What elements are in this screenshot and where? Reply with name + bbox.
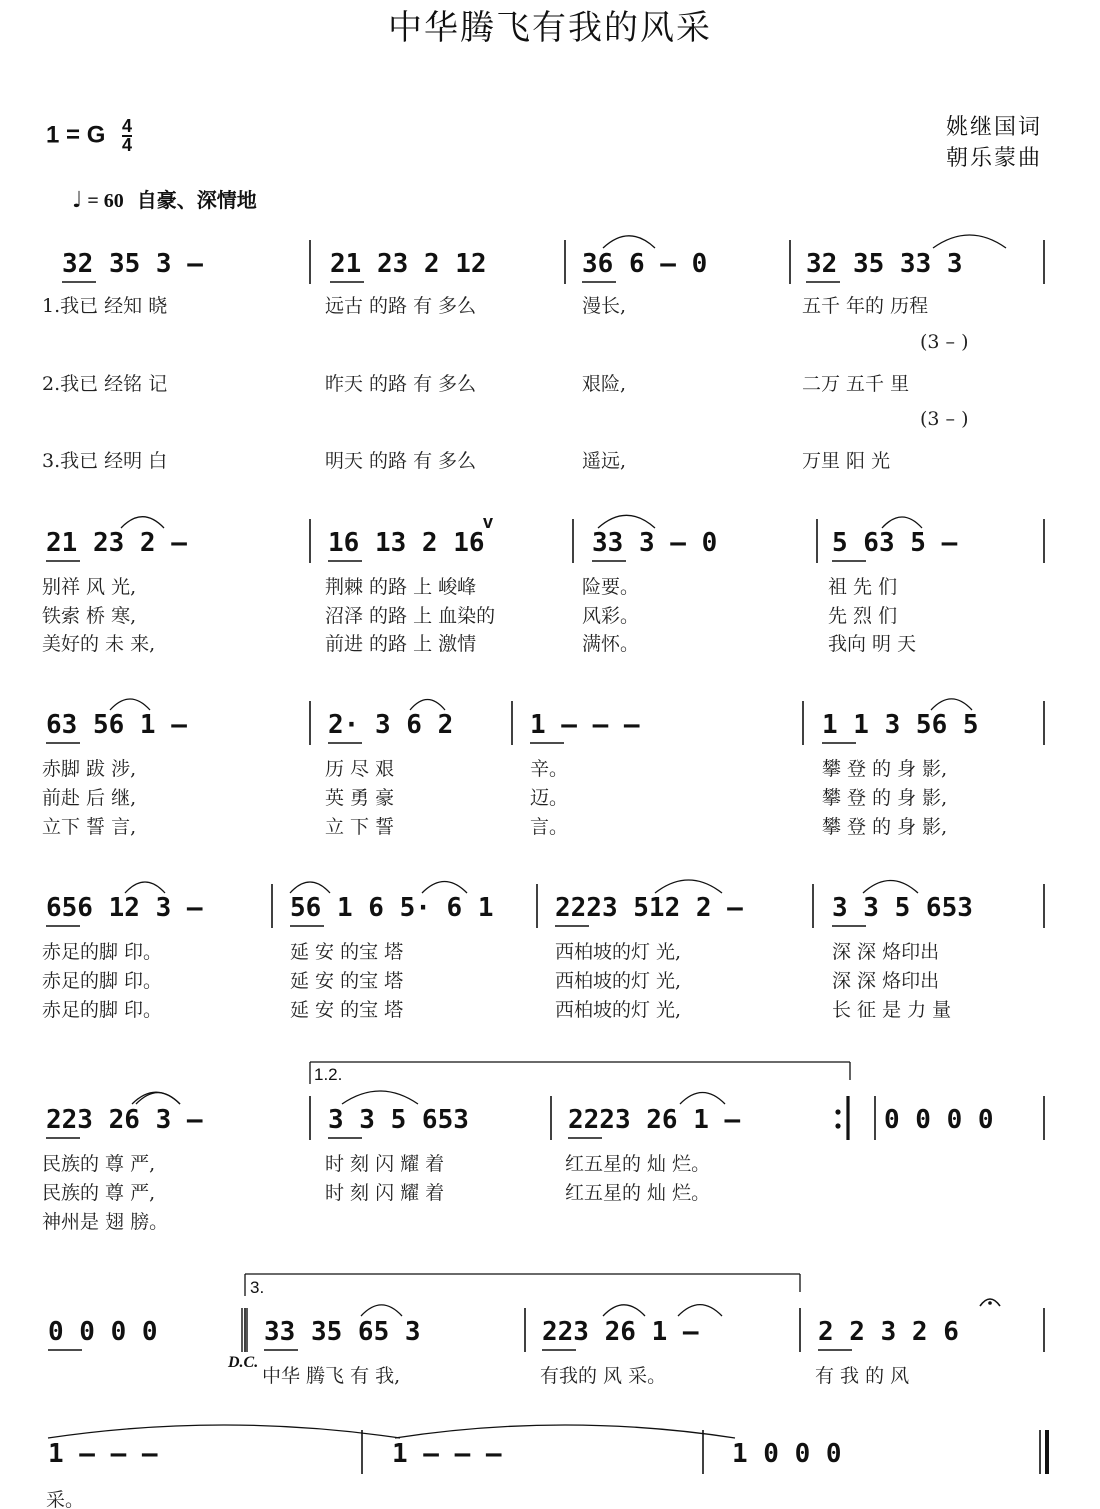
lyric-segment: 延 安 的宝 塔 (290, 999, 404, 1021)
quarter-note-icon: ♩ (72, 188, 83, 213)
lyric-segment: 言。 (530, 816, 569, 838)
slur-arc (342, 1091, 418, 1104)
lyric-segment: 艰险, (582, 373, 627, 395)
repeat-dot (835, 1109, 840, 1114)
volta-3-label: 3. (250, 1278, 265, 1297)
slur-arc (361, 1305, 402, 1316)
slur-arc (48, 1425, 400, 1438)
measure-notes: 16 13 2 16 (328, 528, 485, 558)
time-denominator: 4 (122, 135, 133, 155)
measure-notes: 656 12 3 – (46, 893, 203, 923)
slur-arc (422, 882, 467, 894)
measure-notes: 1 – – – (530, 710, 640, 740)
measure-notes: 63 56 1 – (46, 710, 187, 740)
key-label: 1 = G (46, 121, 106, 149)
slur-arc (125, 882, 165, 893)
lyric-segment: 民族的 尊 严, (42, 1182, 156, 1204)
lyric-segment: 铁索 桥 寒, (42, 605, 137, 627)
lyric-segment: 攀 登 的 身 影, (822, 816, 948, 838)
lyricist-credit: 姚继国词 (945, 114, 1042, 139)
measure-notes: 5 63 5 – (832, 528, 958, 558)
lyric-segment: 赤脚 跋 涉, (42, 758, 137, 780)
slur-arc (598, 515, 655, 528)
lyric-segment: 深 深 烙印出 (832, 970, 940, 992)
slur-arc (680, 1093, 725, 1105)
lyric-segment: 昨天 的路 有 多么 (325, 373, 477, 395)
lyric-segment: 远古 的路 有 多么 (325, 295, 477, 317)
measure-notes: 56 1 6 5· 6 1 (290, 893, 494, 923)
lyric-segment: 险要。 (582, 576, 640, 598)
lyric-segment: 2.我已 经铭 记 (42, 373, 168, 395)
measure-notes: 21 23 2 12 (330, 249, 487, 279)
lyric-segment: 美好的 未 来, (42, 633, 156, 655)
lyric-segment: 别祥 风 光, (42, 576, 137, 598)
lyric-segment: 延 安 的宝 塔 (290, 970, 404, 992)
measure-notes: 1 – – – (48, 1439, 158, 1469)
slur-arc (603, 236, 655, 248)
lyric-segment: 赤足的脚 印。 (42, 999, 163, 1021)
slur-arc (655, 880, 722, 893)
lyric-segment: 漫长, (582, 295, 627, 317)
lyric-segment: 满怀。 (582, 633, 640, 655)
lyric-segment: 二万 五千 里 (802, 373, 910, 395)
slur-arc (603, 1305, 645, 1316)
volta-1-2-label: 1.2. (314, 1065, 343, 1084)
measure-notes: 2· 3 6 2 (328, 710, 454, 740)
measure-notes: 36 6 – 0 (582, 249, 708, 279)
lyric-segment: 民族的 尊 严, (42, 1153, 156, 1175)
expression-marking: 自豪、深情地 (136, 190, 257, 212)
lyric-segment: 荆棘 的路 上 峻峰 (325, 576, 477, 598)
measure-notes: 0 0 0 0 (884, 1105, 994, 1135)
lyric-segment: 沼泽 的路 上 血染的 (325, 605, 496, 627)
lyric-segment: 前进 的路 上 激情 (325, 633, 477, 655)
slur-arc (410, 700, 445, 711)
song-title: 中华腾飞有我的风采 (388, 10, 712, 47)
breath-mark: v (483, 512, 494, 532)
measure-notes: 2 2 3 2 6 (818, 1317, 959, 1347)
lyric-segment: 时 刻 闪 耀 着 (325, 1153, 445, 1175)
composer-credit: 朝乐蒙曲 (945, 145, 1042, 170)
measure-notes: 32 35 33 3 (806, 249, 963, 279)
lyric-segment: 采。 (46, 1489, 85, 1509)
lyric-segment: 先 烈 们 (828, 605, 898, 627)
measure-notes: 2223 512 2 – (555, 893, 743, 923)
measure-notes: 2223 26 1 – (568, 1105, 741, 1135)
slur-arc (678, 1305, 722, 1316)
lyric-segment: 延 安 的宝 塔 (290, 941, 404, 963)
slur-arc (395, 1425, 735, 1438)
lyric-segment: 迈。 (530, 787, 569, 809)
slur-arc (121, 517, 164, 528)
lyric-segment: 西柏坡的灯 光, (555, 970, 682, 992)
measure-notes: 0 0 0 0 (48, 1317, 158, 1347)
slur-arc (933, 235, 1006, 248)
lyric-segment: 赤足的脚 印。 (42, 941, 163, 963)
lyric-segment: 祖 先 们 (828, 576, 898, 598)
measure-notes: 223 26 1 – (542, 1317, 699, 1347)
slur-arc (863, 881, 918, 894)
measure-notes: 3 3 5 653 (832, 893, 973, 923)
lyric-segment: 有我的 风 采。 (540, 1365, 667, 1387)
measure-notes: 33 35 65 3 (264, 1317, 421, 1347)
aside-notes: (3 – ) (920, 408, 969, 430)
lyric-segment: 英 勇 豪 (325, 787, 395, 809)
measure-notes: 3 3 5 653 (328, 1105, 469, 1135)
da-capo-mark: D.C. (228, 1354, 259, 1371)
lyric-segment: 我向 明 天 (828, 633, 917, 655)
tempo-value: = 60 (87, 190, 124, 212)
lyric-segment: 中华 腾飞 有 我, (262, 1365, 401, 1387)
measure-notes: 21 23 2 – (46, 528, 187, 558)
measure-notes: 1 – – – (392, 1439, 502, 1469)
lyric-segment: 3.我已 经明 白 (42, 450, 168, 472)
lyric-segment: 五千 年的 历程 (802, 295, 929, 317)
lyric-segment: 遥远, (582, 450, 627, 472)
lyric-segment: 明天 的路 有 多么 (325, 450, 477, 472)
lyric-segment: 风彩。 (582, 605, 640, 627)
lyric-segment: 赤足的脚 印。 (42, 970, 163, 992)
measure-notes: 223 26 3 – (46, 1105, 203, 1135)
slur-arc (931, 699, 972, 710)
lyric-segment: 1.我已 经知 晓 (42, 295, 168, 317)
lyric-segment: 时 刻 闪 耀 着 (325, 1182, 445, 1204)
lyric-segment: 立下 誓 言, (42, 816, 137, 838)
fermata-dot (988, 1301, 992, 1305)
lyric-segment: 历 尽 艰 (325, 758, 395, 780)
repeat-dot (835, 1123, 840, 1128)
slur-arc (290, 882, 330, 893)
slur-arc (110, 699, 150, 710)
measure-notes: 33 3 – 0 (592, 528, 718, 558)
measure-notes: 1 0 0 0 (732, 1439, 842, 1469)
lyric-segment: 红五星的 灿 烂。 (565, 1153, 711, 1175)
lyric-segment: 神州是 翅 膀。 (42, 1211, 169, 1233)
lyric-segment: 辛。 (530, 758, 569, 780)
lyric-segment: 万里 阳 光 (802, 450, 891, 472)
lyric-segment: 红五星的 灿 烂。 (565, 1182, 711, 1204)
slur-arc (136, 1093, 180, 1104)
measure-notes: 1 1 3 56 5 (822, 710, 979, 740)
lyric-segment: 长 征 是 力 量 (832, 999, 952, 1021)
lyric-segment: 前赴 后 继, (42, 787, 137, 809)
lyric-segment: 西柏坡的灯 光, (555, 941, 682, 963)
time-numerator: 4 (122, 116, 133, 136)
lyric-segment: 西柏坡的灯 光, (555, 999, 682, 1021)
lyric-segment: 攀 登 的 身 影, (822, 758, 948, 780)
aside-notes: (3 – ) (920, 331, 969, 353)
measure-notes: 32 35 3 – (62, 249, 203, 279)
slur-arc (882, 517, 922, 528)
lyric-segment: 有 我 的 风 (815, 1365, 910, 1387)
lyric-segment: 立 下 誓 (325, 816, 395, 838)
lyric-segment: 深 深 烙印出 (832, 941, 940, 963)
lyric-segment: 攀 登 的 身 影, (822, 787, 948, 809)
